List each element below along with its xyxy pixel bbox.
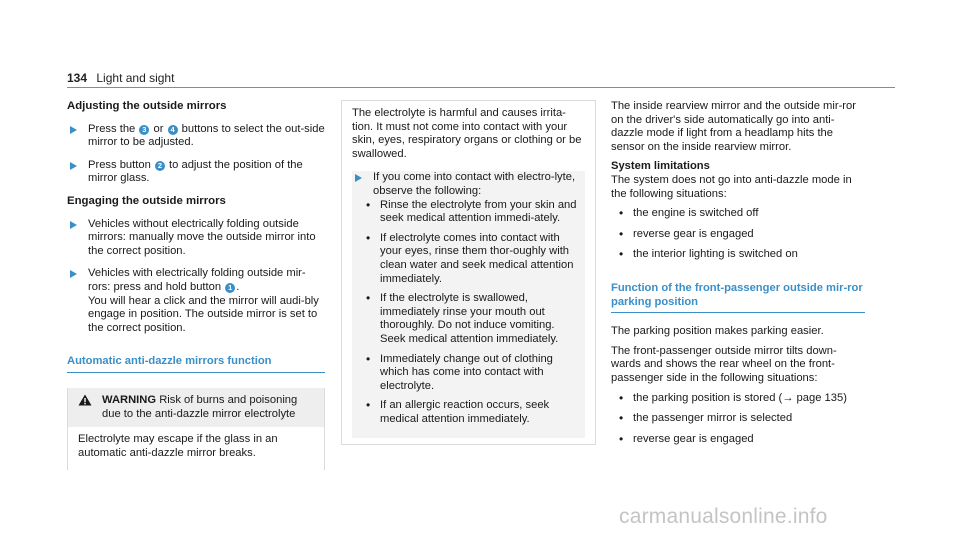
system-limitations-title: System limitations <box>611 160 710 173</box>
step-select-mirror: Press the 3 or 4 buttons to select the out-side mirror to be adjusted. <box>67 123 325 150</box>
list-item: • the interior lighting is switched on <box>619 248 865 262</box>
button-2-badge: 2 <box>155 161 165 171</box>
parking-position-text: The parking position makes parking easier. <box>611 325 824 338</box>
button-4-badge: 4 <box>168 125 178 135</box>
electrolyte-bullets <box>352 199 581 427</box>
page-header <box>67 71 174 85</box>
warning-text: Risk of burns and poisoning due to the anti-dazzle mirror electrolyte <box>102 393 298 420</box>
step-arrow-icon <box>70 270 77 278</box>
warning-header <box>68 388 324 427</box>
list-item: • reverse gear is engaged <box>619 433 865 447</box>
system-limitations-text: The system does not go into anti-dazzle mode in the following situations: <box>611 173 852 200</box>
limitations-list <box>611 207 865 262</box>
page-number: 134 <box>67 71 88 85</box>
list-item: • the engine is switched off <box>619 207 865 221</box>
warning-body: Electrolyte may escape if the glass in an automatic anti-dazzle mirror breaks. <box>78 433 278 459</box>
list-item: • If electrolyte comes into contact with your eyes, rinse them thor-oughly with clean water and seek medical attention immediately. <box>366 232 581 286</box>
list-item: • If the electrolyte is swallowed, immediately rinse your mouth out thoroughly. Do not induce vomiting. Seek medical attention immediately. <box>366 292 581 346</box>
electrolyte-intro: The electrolyte is harmful and causes irrita-tion. It must not come into contact with your skin, eyes, respiratory organs or clothing or be swallowed. <box>352 107 582 160</box>
warning-label: WARNING <box>102 393 157 406</box>
heading-engaging-mirrors: Engaging the outside mirrors <box>67 194 226 207</box>
section-title-parking-position: Function of the front-passenger outside mir-ror parking position <box>611 282 865 313</box>
left-column <box>67 100 325 470</box>
list-item: • the parking position is stored (→ page 135) <box>619 392 865 406</box>
step-contact-electrolyte: If you come into contact with electro-lyte, observe the following: <box>352 171 581 198</box>
section-name: Light and sight <box>96 71 175 85</box>
step-electric-mirror: Vehicles with electrically folding outside mir-rors: press and hold button 1 . You will hear a click and the mirror will audi-bly engage in position. The outside mirror is set to the correct position. <box>67 267 325 335</box>
button-3-badge: 3 <box>139 125 149 135</box>
step-arrow-icon <box>70 126 77 134</box>
anti-dazzle-description: The inside rearview mirror and the outside mir-ror on the driver's side automatically go into anti-dazzle mode if light from a headlamp hits the sensor on the inside rearview mirror. <box>611 100 856 153</box>
right-column <box>611 100 865 453</box>
heading-adjusting-mirrors: Adjusting the outside mirrors <box>67 100 227 112</box>
list-item: • If an allergic reaction occurs, seek medical attention immediately. <box>366 399 581 426</box>
section-title-anti-dazzle: Automatic anti-dazzle mirrors function <box>67 355 325 373</box>
parking-situations-list <box>611 392 865 447</box>
step-adjust-mirror: Press button 2 to adjust the position of the mirror glass. <box>67 159 325 186</box>
warning-continuation-box <box>341 100 596 445</box>
list-item: • Immediately change out of clothing which has come into contact with electrolyte. <box>366 353 581 394</box>
step-arrow-icon <box>70 221 77 229</box>
parking-tilt-text: The front-passenger outside mirror tilts down-wards and shows the rear wheel on the front-passenger side in the following situations: <box>611 344 837 384</box>
button-1-badge: 1 <box>225 283 235 293</box>
warning-icon <box>78 394 92 406</box>
step-arrow-icon <box>70 162 77 170</box>
step-arrow-icon <box>355 174 362 182</box>
watermark: carmanualsonline.info <box>619 505 828 528</box>
step-manual-mirror: Vehicles without electrically folding outside mirrors: manually move the outside mirror into the correct position. <box>67 218 325 259</box>
warning-box <box>67 388 325 470</box>
list-item: • the passenger mirror is selected <box>619 412 865 426</box>
list-item: • Rinse the electrolyte from your skin and seek medical attention immedi-ately. <box>366 199 581 226</box>
header-rule <box>67 87 895 88</box>
middle-column <box>341 100 596 445</box>
contact-instructions <box>352 171 585 438</box>
list-item: • reverse gear is engaged <box>619 228 865 242</box>
